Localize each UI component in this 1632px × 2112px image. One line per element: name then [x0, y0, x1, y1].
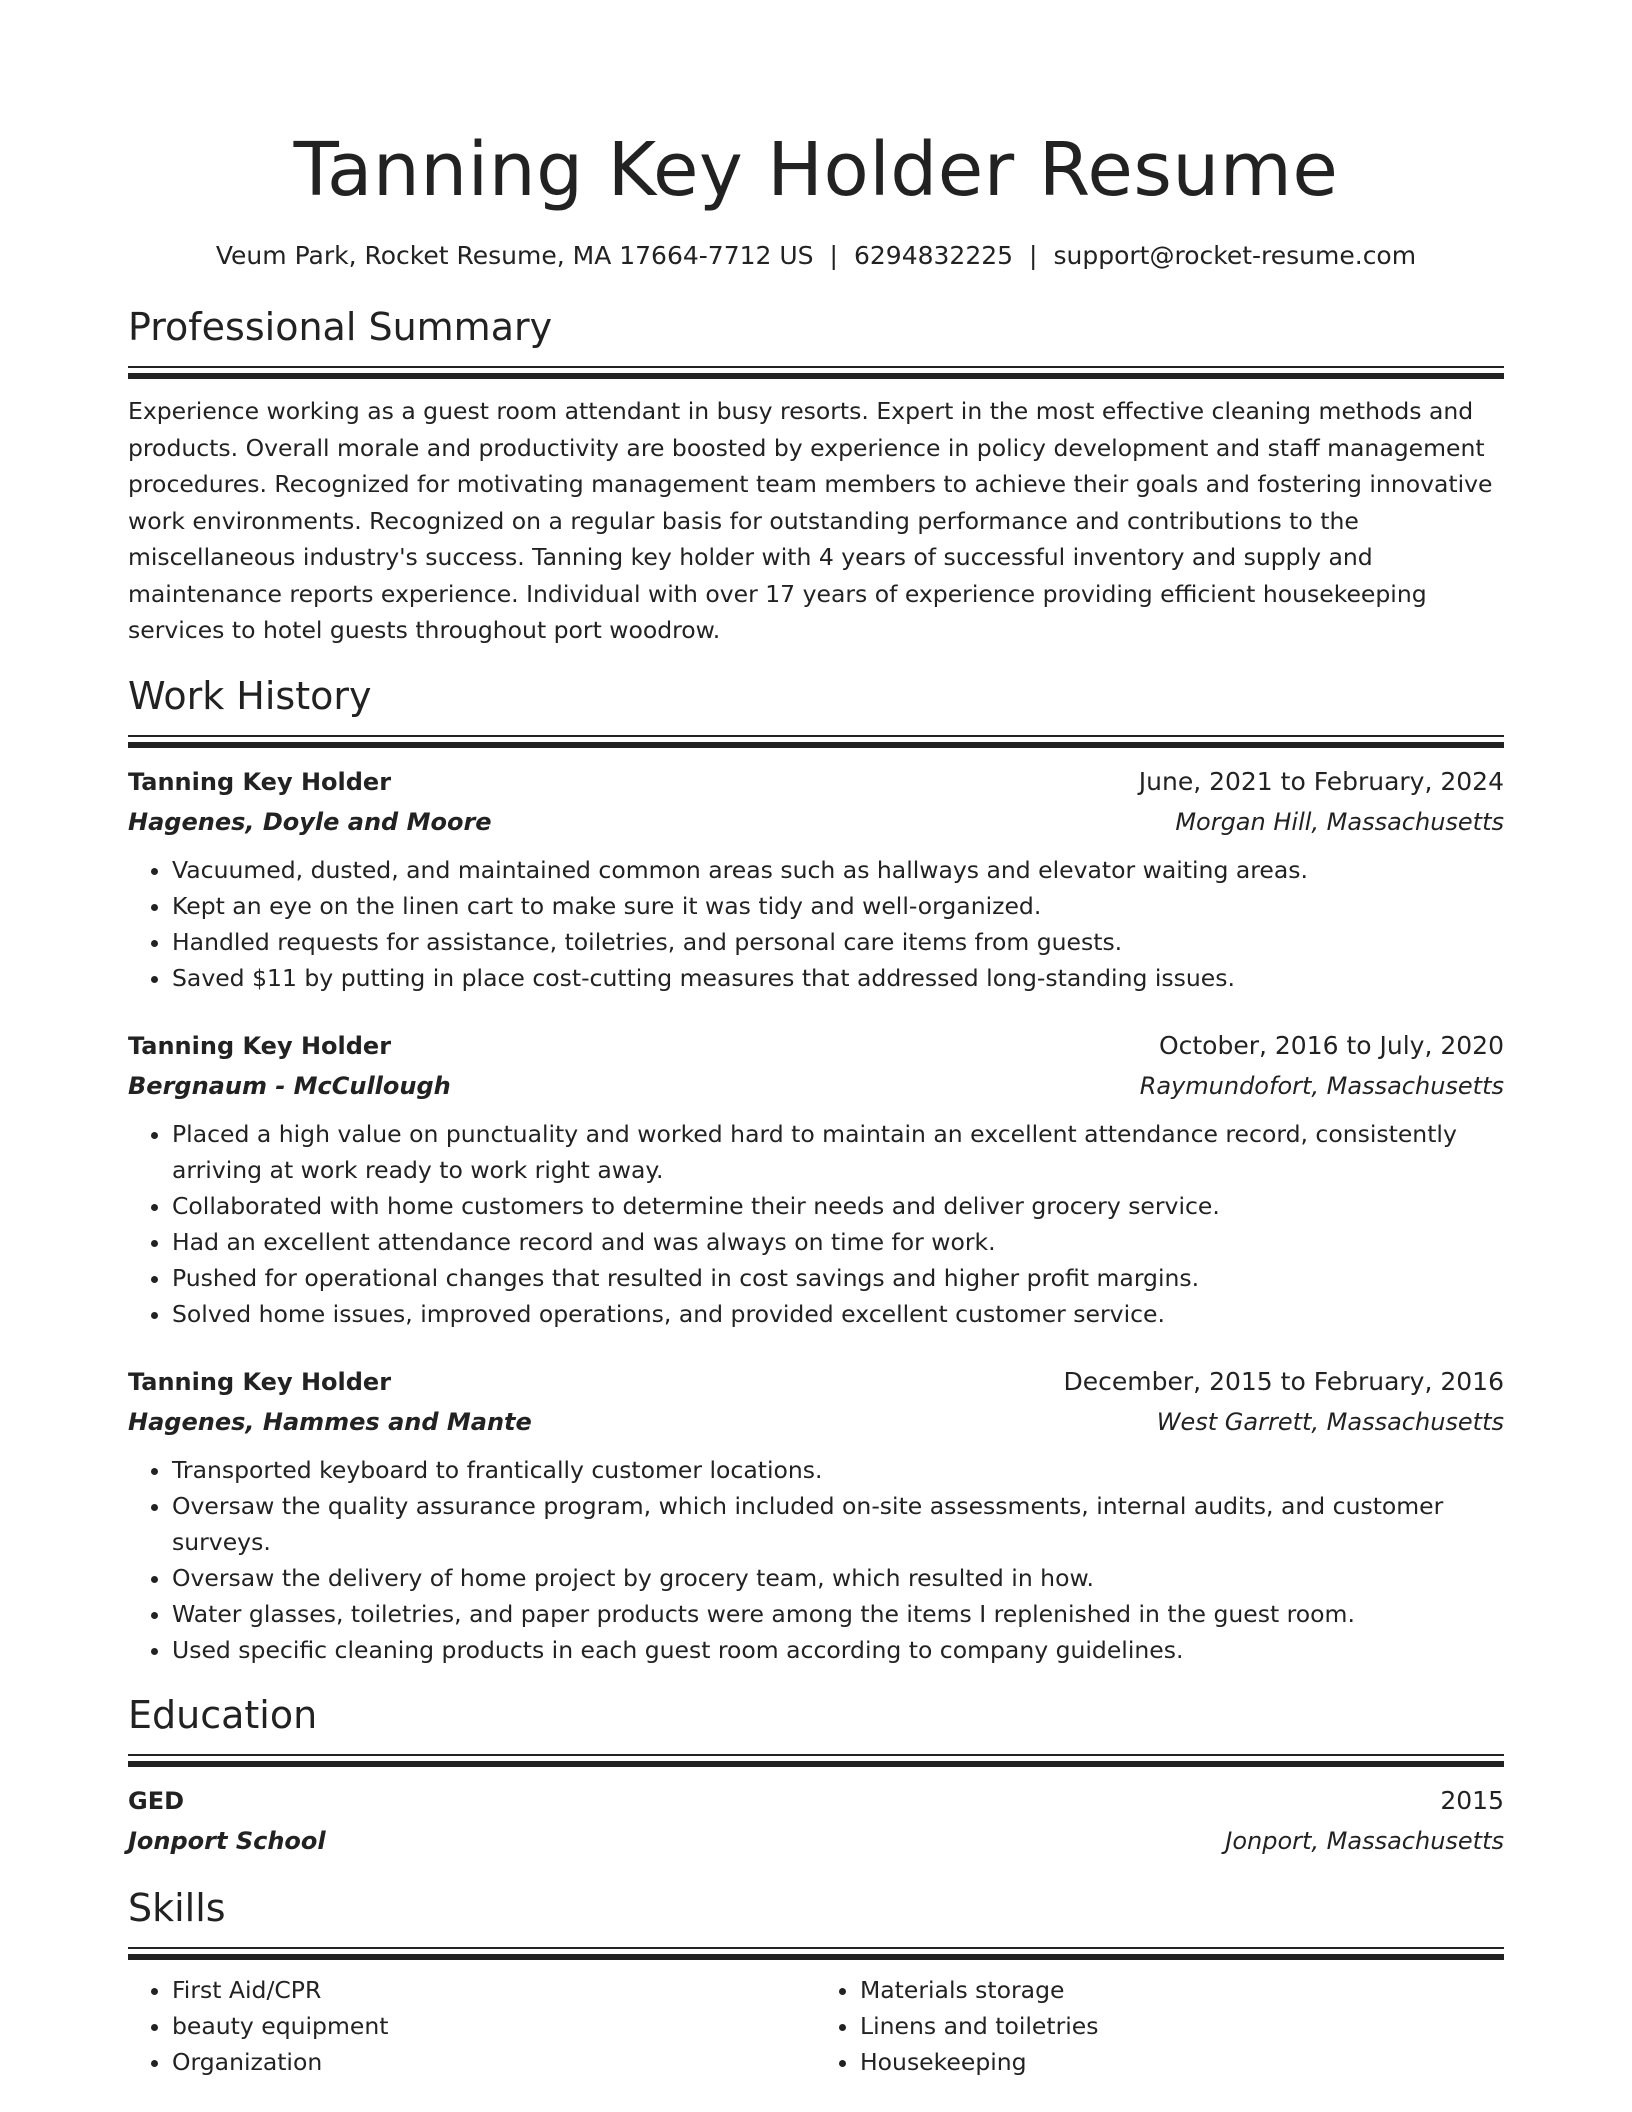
job-entry: [128, 762, 1504, 996]
skills-column-right: [816, 1972, 1504, 2080]
education-year: 2015: [1440, 1785, 1504, 1815]
job-bullets: [128, 1116, 1504, 1332]
job-company-row: [128, 802, 1504, 842]
contact-line: [128, 238, 1504, 274]
contact-separator: |: [829, 241, 838, 270]
section-title-education: Education: [128, 1692, 318, 1737]
list-item: • Had an excellent attendance record and was always on time for work.: [172, 1224, 1504, 1260]
skills-section: [128, 1883, 1504, 2080]
job-entry: [128, 1026, 1504, 1332]
skills-list: [816, 1972, 1504, 2080]
list-item: • Organization: [172, 2044, 816, 2080]
list-item: • Collaborated with home customers to determine their needs and deliver grocery service.: [172, 1188, 1504, 1224]
education-entry: [128, 1781, 1504, 1861]
job-location: Raymundofort, Massachusetts: [1139, 1071, 1504, 1100]
job-company: Hagenes, Hammes and Mante: [128, 1407, 532, 1436]
list-item: • Water glasses, toiletries, and paper products were among the items I replenished in the guest room.: [172, 1596, 1504, 1632]
job-dates: October, 2016 to July, 2020: [1158, 1030, 1504, 1060]
list-item: • beauty equipment: [172, 2008, 816, 2044]
contact-phone: 6294832225: [853, 241, 1014, 270]
section-title-work: Work History: [128, 673, 372, 718]
summary-text: Experience working as a guest room attendant in busy resorts. Expert in the most effective cleaning methods and products. Overall morale and productivity are boosted by experience in policy development and staff management procedures. Recognized for motivating management team members to achieve their goals and fostering innovative work environments. Recognized on a regular basis for outstanding performance and contributions to the miscellaneous industry's success. Tanning key holder with 4 years of successful inventory and supply and maintenance reports experience. Individual with over 17 years of experience providing efficient housekeeping services to hotel guests throughout port woodrow.: [128, 397, 1493, 644]
job-title: Tanning Key Holder: [128, 1031, 392, 1060]
list-item: • Oversaw the quality assurance program, which included on-site assessments, internal audits, and customer surveys.: [172, 1488, 1504, 1560]
job-bullets: [128, 1452, 1504, 1668]
skills-grid: [128, 1972, 1504, 2080]
contact-address: Veum Park, Rocket Resume, MA 17664-7712 US: [215, 241, 814, 270]
list-item: • Kept an eye on the linen cart to make sure it was tidy and well-organized.: [172, 888, 1504, 924]
work-section: [128, 671, 1504, 1668]
list-item: • Handled requests for assistance, toiletries, and personal care items from guests.: [172, 924, 1504, 960]
job-location: Morgan Hill, Massachusetts: [1175, 807, 1504, 836]
job-title: Tanning Key Holder: [128, 767, 392, 796]
section-title-skills: Skills: [128, 1885, 226, 1930]
section-title-summary: Professional Summary: [128, 305, 553, 349]
list-item: • Solved home issues, improved operations, and provided excellent customer service.: [172, 1296, 1504, 1332]
job-company-row: [128, 1066, 1504, 1106]
section-divider: [128, 1754, 1504, 1767]
education-degree: GED: [128, 1786, 185, 1815]
list-item: • Pushed for operational changes that resulted in cost savings and higher profit margins.: [172, 1260, 1504, 1296]
list-item: • Used specific cleaning products in each guest room according to company guidelines.: [172, 1632, 1504, 1668]
contact-email: support@rocket-resume.com: [1053, 241, 1417, 270]
skills-column-left: [128, 1972, 816, 2080]
job-bullets: [128, 852, 1504, 996]
contact-separator: |: [1029, 241, 1038, 270]
job-company: Bergnaum - McCullough: [128, 1071, 451, 1100]
job-entry: [128, 1362, 1504, 1668]
job-title: Tanning Key Holder: [128, 1367, 392, 1396]
job-company: Hagenes, Doyle and Moore: [128, 807, 492, 836]
list-item: • Vacuumed, dusted, and maintained common areas such as hallways and elevator waiting areas.: [172, 852, 1504, 888]
summary-section: [128, 302, 1504, 649]
education-section: [128, 1690, 1504, 1861]
list-item: • Materials storage: [860, 1972, 1504, 2008]
resume-name: Tanning Key Holder Resume: [293, 127, 1339, 213]
education-school: Jonport School: [128, 1826, 326, 1855]
list-item: • Linens and toiletries: [860, 2008, 1504, 2044]
section-divider: [128, 735, 1504, 748]
job-dates: June, 2021 to February, 2024: [1138, 766, 1504, 796]
skills-list: [128, 1972, 816, 2080]
list-item: • First Aid/CPR: [172, 1972, 816, 2008]
job-header-row: [128, 1026, 1504, 1066]
job-header-row: [128, 762, 1504, 802]
job-company-row: [128, 1402, 1504, 1442]
list-item: • Placed a high value on punctuality and worked hard to maintain an excellent attendance record, consistently arriving at work ready to work right away.: [172, 1116, 1504, 1188]
list-item: • Housekeeping: [860, 2044, 1504, 2080]
education-location: Jonport, Massachusetts: [1225, 1826, 1504, 1855]
list-item: • Transported keyboard to frantically customer locations.: [172, 1452, 1504, 1488]
section-divider: [128, 1947, 1504, 1960]
section-divider: [128, 366, 1504, 379]
list-item: • Saved $11 by putting in place cost-cutting measures that addressed long-standing issues.: [172, 960, 1504, 996]
education-school-row: [128, 1821, 1504, 1861]
education-header-row: [128, 1781, 1504, 1821]
job-dates: December, 2015 to February, 2016: [1063, 1366, 1504, 1396]
job-location: West Garrett, Massachusetts: [1156, 1407, 1504, 1436]
list-item: • Oversaw the delivery of home project by grocery team, which resulted in how.: [172, 1560, 1504, 1596]
job-header-row: [128, 1362, 1504, 1402]
